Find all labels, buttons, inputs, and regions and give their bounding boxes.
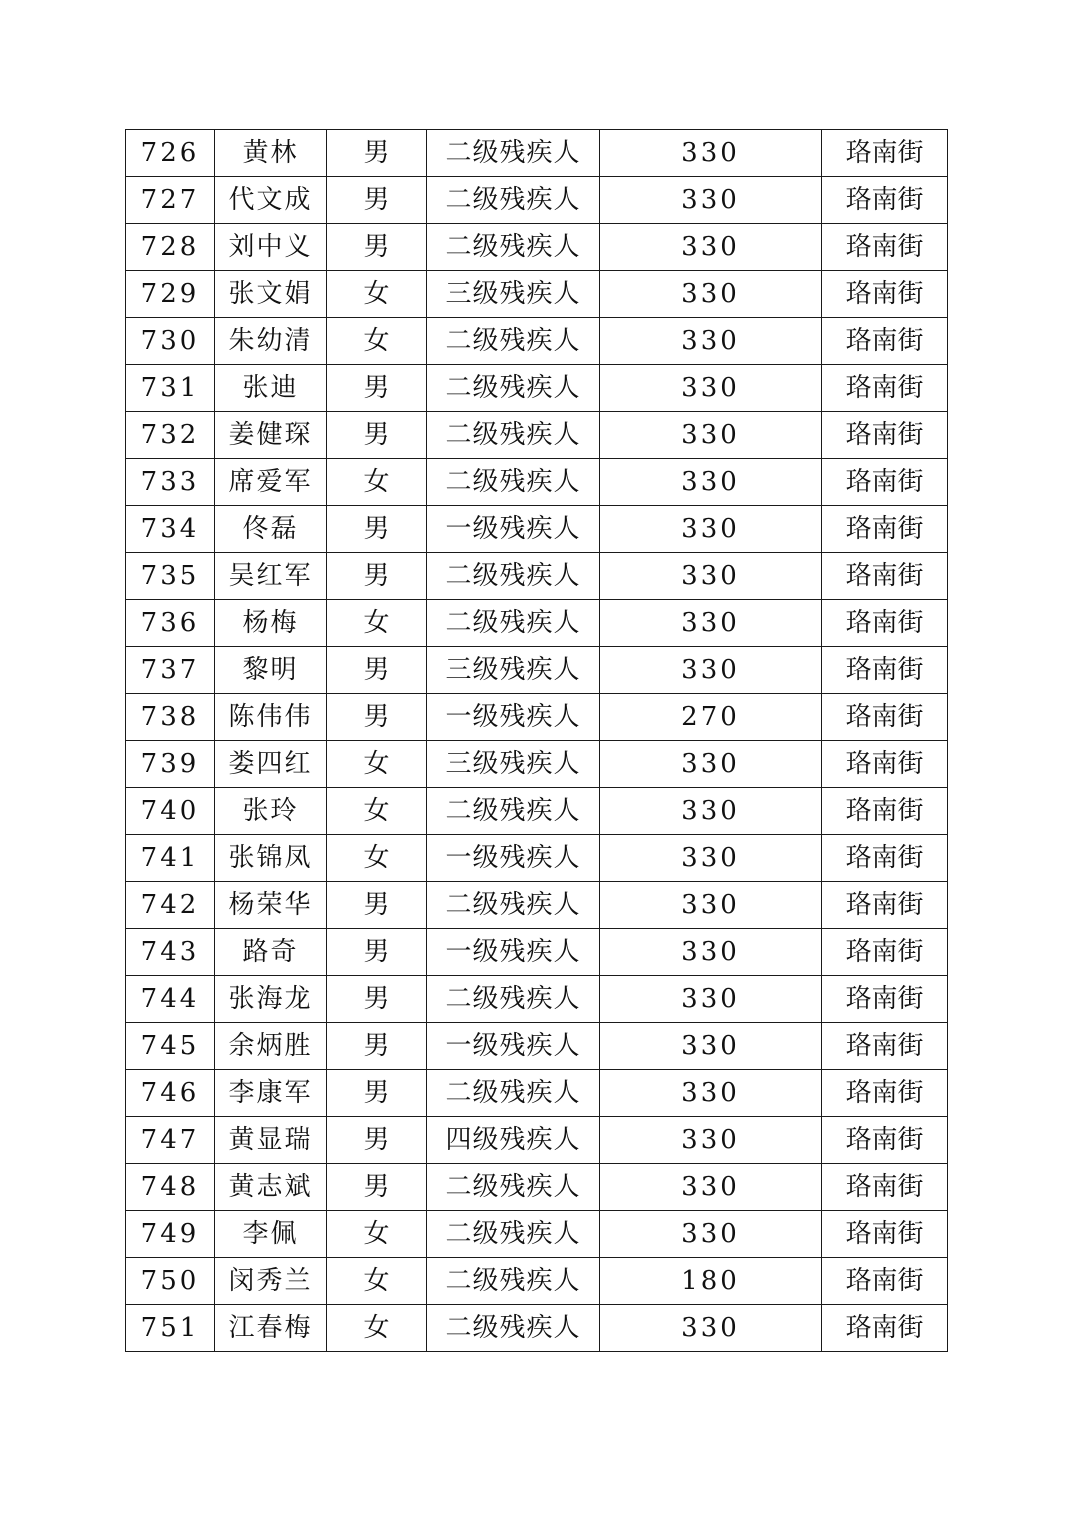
- disability-level-cell: 二级残疾人: [427, 553, 600, 600]
- disability-level-cell: 二级残疾人: [427, 1258, 600, 1305]
- gender-cell: 男: [327, 976, 427, 1023]
- amount-cell: 330: [600, 1070, 822, 1117]
- amount-cell: 330: [600, 271, 822, 318]
- street-cell: 珞南街: [822, 741, 948, 788]
- amount-cell: 330: [600, 741, 822, 788]
- disability-level-cell: 一级残疾人: [427, 694, 600, 741]
- serial-number-cell: 739: [126, 741, 215, 788]
- table-row: [126, 412, 948, 459]
- amount-cell: 330: [600, 647, 822, 694]
- amount-cell: 330: [600, 365, 822, 412]
- street-cell: 珞南街: [822, 1070, 948, 1117]
- street-cell: 珞南街: [822, 553, 948, 600]
- gender-cell: 女: [327, 459, 427, 506]
- serial-number-cell: 750: [126, 1258, 215, 1305]
- gender-cell: 男: [327, 1023, 427, 1070]
- serial-number-cell: 742: [126, 882, 215, 929]
- street-cell: 珞南街: [822, 976, 948, 1023]
- serial-number-cell: 751: [126, 1305, 215, 1352]
- amount-cell: 330: [600, 553, 822, 600]
- street-cell: 珞南街: [822, 694, 948, 741]
- gender-cell: 女: [327, 600, 427, 647]
- disability-level-cell: 二级残疾人: [427, 600, 600, 647]
- roster-table: [125, 129, 948, 1352]
- name-cell: 代文成: [215, 177, 327, 224]
- gender-cell: 男: [327, 1117, 427, 1164]
- disability-level-cell: 二级残疾人: [427, 882, 600, 929]
- amount-cell: 330: [600, 318, 822, 365]
- serial-number-cell: 733: [126, 459, 215, 506]
- name-cell: 闵秀兰: [215, 1258, 327, 1305]
- name-cell: 姜健琛: [215, 412, 327, 459]
- name-cell: 黄志斌: [215, 1164, 327, 1211]
- gender-cell: 男: [327, 929, 427, 976]
- serial-number-cell: 741: [126, 835, 215, 882]
- table-row: [126, 1164, 948, 1211]
- amount-cell: 330: [600, 788, 822, 835]
- serial-number-cell: 735: [126, 553, 215, 600]
- table-row: [126, 365, 948, 412]
- disability-level-cell: 二级残疾人: [427, 459, 600, 506]
- amount-cell: 180: [600, 1258, 822, 1305]
- street-cell: 珞南街: [822, 318, 948, 365]
- disability-level-cell: 二级残疾人: [427, 1070, 600, 1117]
- amount-cell: 330: [600, 224, 822, 271]
- amount-cell: 330: [600, 1305, 822, 1352]
- street-cell: 珞南街: [822, 1117, 948, 1164]
- name-cell: 杨梅: [215, 600, 327, 647]
- table-row: [126, 1023, 948, 1070]
- serial-number-cell: 727: [126, 177, 215, 224]
- table-row: [126, 177, 948, 224]
- name-cell: 李康军: [215, 1070, 327, 1117]
- table-row: [126, 318, 948, 365]
- amount-cell: 270: [600, 694, 822, 741]
- gender-cell: 男: [327, 553, 427, 600]
- table-row: [126, 1070, 948, 1117]
- table-row: [126, 459, 948, 506]
- gender-cell: 男: [327, 130, 427, 177]
- serial-number-cell: 736: [126, 600, 215, 647]
- street-cell: 珞南街: [822, 647, 948, 694]
- table-row: [126, 741, 948, 788]
- table-row: [126, 1305, 948, 1352]
- table-row: [126, 271, 948, 318]
- table-row: [126, 976, 948, 1023]
- table-row: [126, 1258, 948, 1305]
- gender-cell: 女: [327, 318, 427, 365]
- disability-level-cell: 一级残疾人: [427, 1023, 600, 1070]
- name-cell: 黄林: [215, 130, 327, 177]
- amount-cell: 330: [600, 882, 822, 929]
- name-cell: 江春梅: [215, 1305, 327, 1352]
- gender-cell: 男: [327, 647, 427, 694]
- table-row: [126, 694, 948, 741]
- gender-cell: 男: [327, 177, 427, 224]
- serial-number-cell: 737: [126, 647, 215, 694]
- serial-number-cell: 740: [126, 788, 215, 835]
- street-cell: 珞南街: [822, 600, 948, 647]
- gender-cell: 男: [327, 882, 427, 929]
- serial-number-cell: 730: [126, 318, 215, 365]
- table-row: [126, 647, 948, 694]
- street-cell: 珞南街: [822, 1211, 948, 1258]
- disability-level-cell: 一级残疾人: [427, 929, 600, 976]
- table-row: [126, 929, 948, 976]
- disability-level-cell: 二级残疾人: [427, 788, 600, 835]
- table-row: [126, 1211, 948, 1258]
- table-row: [126, 600, 948, 647]
- street-cell: 珞南街: [822, 130, 948, 177]
- street-cell: 珞南街: [822, 1258, 948, 1305]
- street-cell: 珞南街: [822, 506, 948, 553]
- name-cell: 张海龙: [215, 976, 327, 1023]
- disability-level-cell: 二级残疾人: [427, 412, 600, 459]
- amount-cell: 330: [600, 130, 822, 177]
- amount-cell: 330: [600, 1164, 822, 1211]
- gender-cell: 女: [327, 741, 427, 788]
- serial-number-cell: 738: [126, 694, 215, 741]
- amount-cell: 330: [600, 459, 822, 506]
- serial-number-cell: 748: [126, 1164, 215, 1211]
- name-cell: 佟磊: [215, 506, 327, 553]
- gender-cell: 女: [327, 1258, 427, 1305]
- name-cell: 朱幼清: [215, 318, 327, 365]
- name-cell: 席爱军: [215, 459, 327, 506]
- roster-table-body: [126, 130, 948, 1352]
- street-cell: 珞南街: [822, 412, 948, 459]
- serial-number-cell: 732: [126, 412, 215, 459]
- street-cell: 珞南街: [822, 177, 948, 224]
- table-row: [126, 835, 948, 882]
- name-cell: 杨荣华: [215, 882, 327, 929]
- amount-cell: 330: [600, 412, 822, 459]
- disability-level-cell: 二级残疾人: [427, 318, 600, 365]
- disability-level-cell: 二级残疾人: [427, 1164, 600, 1211]
- gender-cell: 男: [327, 365, 427, 412]
- gender-cell: 男: [327, 1164, 427, 1211]
- table-row: [126, 882, 948, 929]
- amount-cell: 330: [600, 1117, 822, 1164]
- disability-level-cell: 二级残疾人: [427, 224, 600, 271]
- serial-number-cell: 728: [126, 224, 215, 271]
- serial-number-cell: 744: [126, 976, 215, 1023]
- amount-cell: 330: [600, 1023, 822, 1070]
- street-cell: 珞南街: [822, 1023, 948, 1070]
- street-cell: 珞南街: [822, 365, 948, 412]
- name-cell: 吴红军: [215, 553, 327, 600]
- street-cell: 珞南街: [822, 459, 948, 506]
- amount-cell: 330: [600, 600, 822, 647]
- amount-cell: 330: [600, 976, 822, 1023]
- name-cell: 李佩: [215, 1211, 327, 1258]
- serial-number-cell: 734: [126, 506, 215, 553]
- name-cell: 路奇: [215, 929, 327, 976]
- disability-level-cell: 二级残疾人: [427, 1305, 600, 1352]
- name-cell: 陈伟伟: [215, 694, 327, 741]
- name-cell: 黄显瑞: [215, 1117, 327, 1164]
- table-row: [126, 130, 948, 177]
- gender-cell: 女: [327, 788, 427, 835]
- serial-number-cell: 747: [126, 1117, 215, 1164]
- disability-level-cell: 二级残疾人: [427, 365, 600, 412]
- disability-level-cell: 三级残疾人: [427, 647, 600, 694]
- name-cell: 张锦凤: [215, 835, 327, 882]
- gender-cell: 男: [327, 694, 427, 741]
- table-row: [126, 788, 948, 835]
- gender-cell: 女: [327, 835, 427, 882]
- disability-level-cell: 二级残疾人: [427, 130, 600, 177]
- disability-level-cell: 三级残疾人: [427, 271, 600, 318]
- serial-number-cell: 743: [126, 929, 215, 976]
- table-row: [126, 506, 948, 553]
- name-cell: 张文娟: [215, 271, 327, 318]
- disability-level-cell: 一级残疾人: [427, 506, 600, 553]
- gender-cell: 男: [327, 412, 427, 459]
- serial-number-cell: 745: [126, 1023, 215, 1070]
- amount-cell: 330: [600, 929, 822, 976]
- disability-level-cell: 四级残疾人: [427, 1117, 600, 1164]
- gender-cell: 男: [327, 506, 427, 553]
- name-cell: 娄四红: [215, 741, 327, 788]
- gender-cell: 男: [327, 224, 427, 271]
- name-cell: 刘中义: [215, 224, 327, 271]
- disability-level-cell: 一级残疾人: [427, 835, 600, 882]
- serial-number-cell: 749: [126, 1211, 215, 1258]
- street-cell: 珞南街: [822, 835, 948, 882]
- table-row: [126, 224, 948, 271]
- disability-level-cell: 二级残疾人: [427, 1211, 600, 1258]
- street-cell: 珞南街: [822, 224, 948, 271]
- disability-level-cell: 三级残疾人: [427, 741, 600, 788]
- gender-cell: 女: [327, 1305, 427, 1352]
- table-row: [126, 553, 948, 600]
- table-row: [126, 1117, 948, 1164]
- gender-cell: 女: [327, 1211, 427, 1258]
- serial-number-cell: 746: [126, 1070, 215, 1117]
- name-cell: 张玲: [215, 788, 327, 835]
- street-cell: 珞南街: [822, 271, 948, 318]
- name-cell: 黎明: [215, 647, 327, 694]
- amount-cell: 330: [600, 835, 822, 882]
- street-cell: 珞南街: [822, 929, 948, 976]
- amount-cell: 330: [600, 506, 822, 553]
- amount-cell: 330: [600, 177, 822, 224]
- street-cell: 珞南街: [822, 788, 948, 835]
- serial-number-cell: 729: [126, 271, 215, 318]
- street-cell: 珞南街: [822, 1164, 948, 1211]
- name-cell: 张迪: [215, 365, 327, 412]
- amount-cell: 330: [600, 1211, 822, 1258]
- disability-level-cell: 二级残疾人: [427, 177, 600, 224]
- disability-level-cell: 二级残疾人: [427, 976, 600, 1023]
- street-cell: 珞南街: [822, 1305, 948, 1352]
- serial-number-cell: 726: [126, 130, 215, 177]
- gender-cell: 女: [327, 271, 427, 318]
- serial-number-cell: 731: [126, 365, 215, 412]
- gender-cell: 男: [327, 1070, 427, 1117]
- name-cell: 余炳胜: [215, 1023, 327, 1070]
- street-cell: 珞南街: [822, 882, 948, 929]
